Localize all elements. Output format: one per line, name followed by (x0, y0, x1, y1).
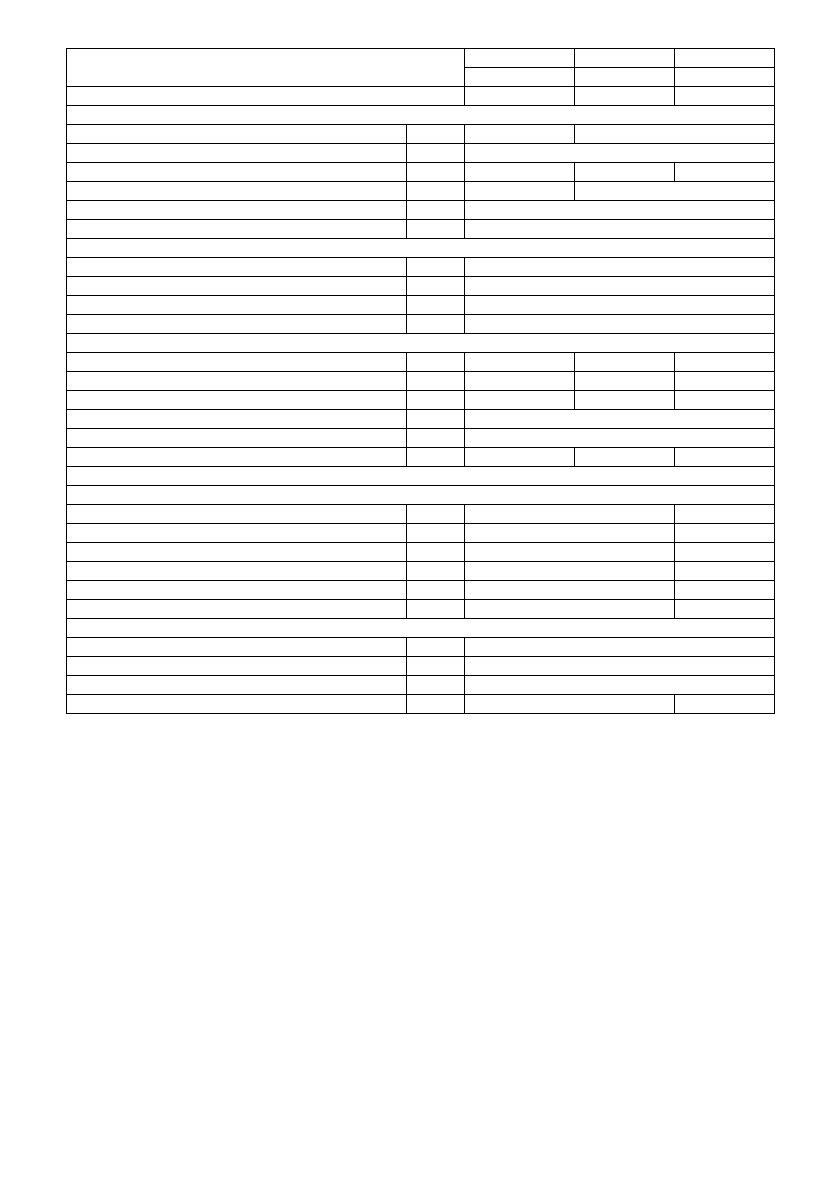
row-label-cell (67, 220, 407, 239)
table-row (67, 182, 775, 201)
table-row (67, 429, 775, 448)
row-unit-cell (407, 163, 465, 182)
row-unit-cell (407, 600, 465, 619)
table-row (67, 144, 775, 163)
row-value-wide-cell (465, 201, 775, 220)
row-unit-cell (407, 581, 465, 600)
table-row (67, 676, 775, 695)
row-unit-cell (407, 562, 465, 581)
row-label-cell (67, 600, 407, 619)
row-label-cell (67, 163, 407, 182)
row-value-cell (675, 505, 775, 524)
row-label-cell (67, 448, 407, 467)
table-row (67, 543, 775, 562)
row-unit-cell (407, 543, 465, 562)
row-value-cell (575, 353, 675, 372)
row-unit-cell (407, 676, 465, 695)
row-value-wide-cell (465, 543, 675, 562)
row-value-cell (465, 163, 575, 182)
table-row (67, 638, 775, 657)
section-band (67, 239, 775, 258)
row-unit-cell (407, 144, 465, 163)
section-band (67, 334, 775, 353)
row-value-cell (675, 163, 775, 182)
row-label-cell (67, 391, 407, 410)
header-col3-cell (675, 49, 775, 68)
row-value-wide-cell (465, 220, 775, 239)
row-label-cell (67, 543, 407, 562)
row-label-cell (67, 125, 407, 144)
table-row (67, 239, 775, 258)
row-value-wide-cell (465, 657, 775, 676)
row-label-cell (67, 372, 407, 391)
row-value-wide-cell (465, 505, 675, 524)
table-row (67, 87, 775, 106)
row-value-cell (465, 182, 575, 201)
row-value-cell (675, 448, 775, 467)
row-value-cell (575, 391, 675, 410)
table-row (67, 315, 775, 334)
row-value-wide-cell (465, 296, 775, 315)
row-value-wide-cell (465, 562, 675, 581)
row-unit-cell (407, 429, 465, 448)
header-foot-col2-cell (575, 87, 675, 106)
row-label-cell (67, 657, 407, 676)
row-unit-cell (407, 391, 465, 410)
row-label-cell (67, 562, 407, 581)
table-row (67, 334, 775, 353)
section-band (67, 106, 775, 125)
table-row (67, 619, 775, 638)
row-label-cell (67, 353, 407, 372)
row-unit-cell (407, 125, 465, 144)
table-row (67, 163, 775, 182)
row-label-cell (67, 277, 407, 296)
row-label-cell (67, 315, 407, 334)
row-value-cell (675, 695, 775, 714)
row-unit-cell (407, 258, 465, 277)
table-row (67, 562, 775, 581)
row-label-cell (67, 638, 407, 657)
table-row (67, 581, 775, 600)
subheader-col2-cell (575, 68, 675, 87)
row-unit-cell (407, 657, 465, 676)
row-value-wide-cell (575, 182, 775, 201)
row-value-wide-cell (465, 277, 775, 296)
table-row (67, 106, 775, 125)
section-band (67, 486, 775, 505)
table-row (67, 258, 775, 277)
row-value-wide-cell (465, 258, 775, 277)
row-value-cell (675, 391, 775, 410)
row-value-wide-cell (465, 410, 775, 429)
row-label-cell (67, 182, 407, 201)
subheader-col3-cell (675, 68, 775, 87)
row-value-cell (465, 448, 575, 467)
table-row (67, 600, 775, 619)
row-unit-cell (407, 353, 465, 372)
header-col2-cell (575, 49, 675, 68)
row-unit-cell (407, 410, 465, 429)
row-value-cell (675, 372, 775, 391)
header-foot-col3-cell (675, 87, 775, 106)
row-unit-cell (407, 277, 465, 296)
row-value-wide-cell (465, 524, 675, 543)
row-value-cell (675, 600, 775, 619)
row-value-cell (675, 562, 775, 581)
row-value-wide-cell (465, 144, 775, 163)
row-unit-cell (407, 296, 465, 315)
row-label-cell (67, 676, 407, 695)
row-value-cell (465, 125, 575, 144)
table-row (67, 410, 775, 429)
row-value-wide-cell (465, 581, 675, 600)
row-value-wide-cell (575, 125, 775, 144)
row-value-cell (675, 543, 775, 562)
table-row (67, 657, 775, 676)
row-value-cell (675, 353, 775, 372)
table-row (67, 277, 775, 296)
row-unit-cell (407, 448, 465, 467)
table-row (67, 49, 775, 68)
row-label-cell (67, 144, 407, 163)
table-row (67, 448, 775, 467)
subheader-col1-cell (465, 68, 575, 87)
table-row (67, 353, 775, 372)
row-label-cell (67, 505, 407, 524)
row-unit-cell (407, 695, 465, 714)
row-unit-cell (407, 505, 465, 524)
row-value-cell (575, 163, 675, 182)
table-row (67, 467, 775, 486)
row-value-cell (465, 391, 575, 410)
row-label-cell (67, 429, 407, 448)
table-row (67, 524, 775, 543)
header-col1-cell (465, 49, 575, 68)
row-value-wide-cell (465, 315, 775, 334)
row-label-cell (67, 201, 407, 220)
section-band (67, 467, 775, 486)
row-unit-cell (407, 201, 465, 220)
table-row (67, 486, 775, 505)
section-band (67, 619, 775, 638)
row-label-cell (67, 695, 407, 714)
row-unit-cell (407, 372, 465, 391)
row-value-cell (575, 372, 675, 391)
header-foot-col1-cell (465, 87, 575, 106)
row-value-wide-cell (465, 638, 775, 657)
row-unit-cell (407, 220, 465, 239)
row-label-cell (67, 524, 407, 543)
row-value-wide-cell (465, 429, 775, 448)
row-label-cell (67, 296, 407, 315)
row-label-cell (67, 410, 407, 429)
table-row (67, 372, 775, 391)
row-value-cell (675, 581, 775, 600)
header-label-cell (67, 49, 465, 87)
row-value-wide-cell (465, 695, 675, 714)
row-value-cell (675, 524, 775, 543)
table-row (67, 391, 775, 410)
table-row (67, 201, 775, 220)
table-row (67, 220, 775, 239)
row-unit-cell (407, 638, 465, 657)
row-value-cell (465, 372, 575, 391)
table-row (67, 505, 775, 524)
row-value-wide-cell (465, 600, 675, 619)
row-label-cell (67, 581, 407, 600)
row-unit-cell (407, 524, 465, 543)
header-foot-label-cell (67, 87, 465, 106)
specification-table (66, 48, 775, 714)
table-row (67, 125, 775, 144)
row-label-cell (67, 258, 407, 277)
row-unit-cell (407, 182, 465, 201)
row-value-wide-cell (465, 676, 775, 695)
row-unit-cell (407, 315, 465, 334)
row-value-cell (575, 448, 675, 467)
row-value-cell (465, 353, 575, 372)
table-row (67, 695, 775, 714)
table-row (67, 296, 775, 315)
